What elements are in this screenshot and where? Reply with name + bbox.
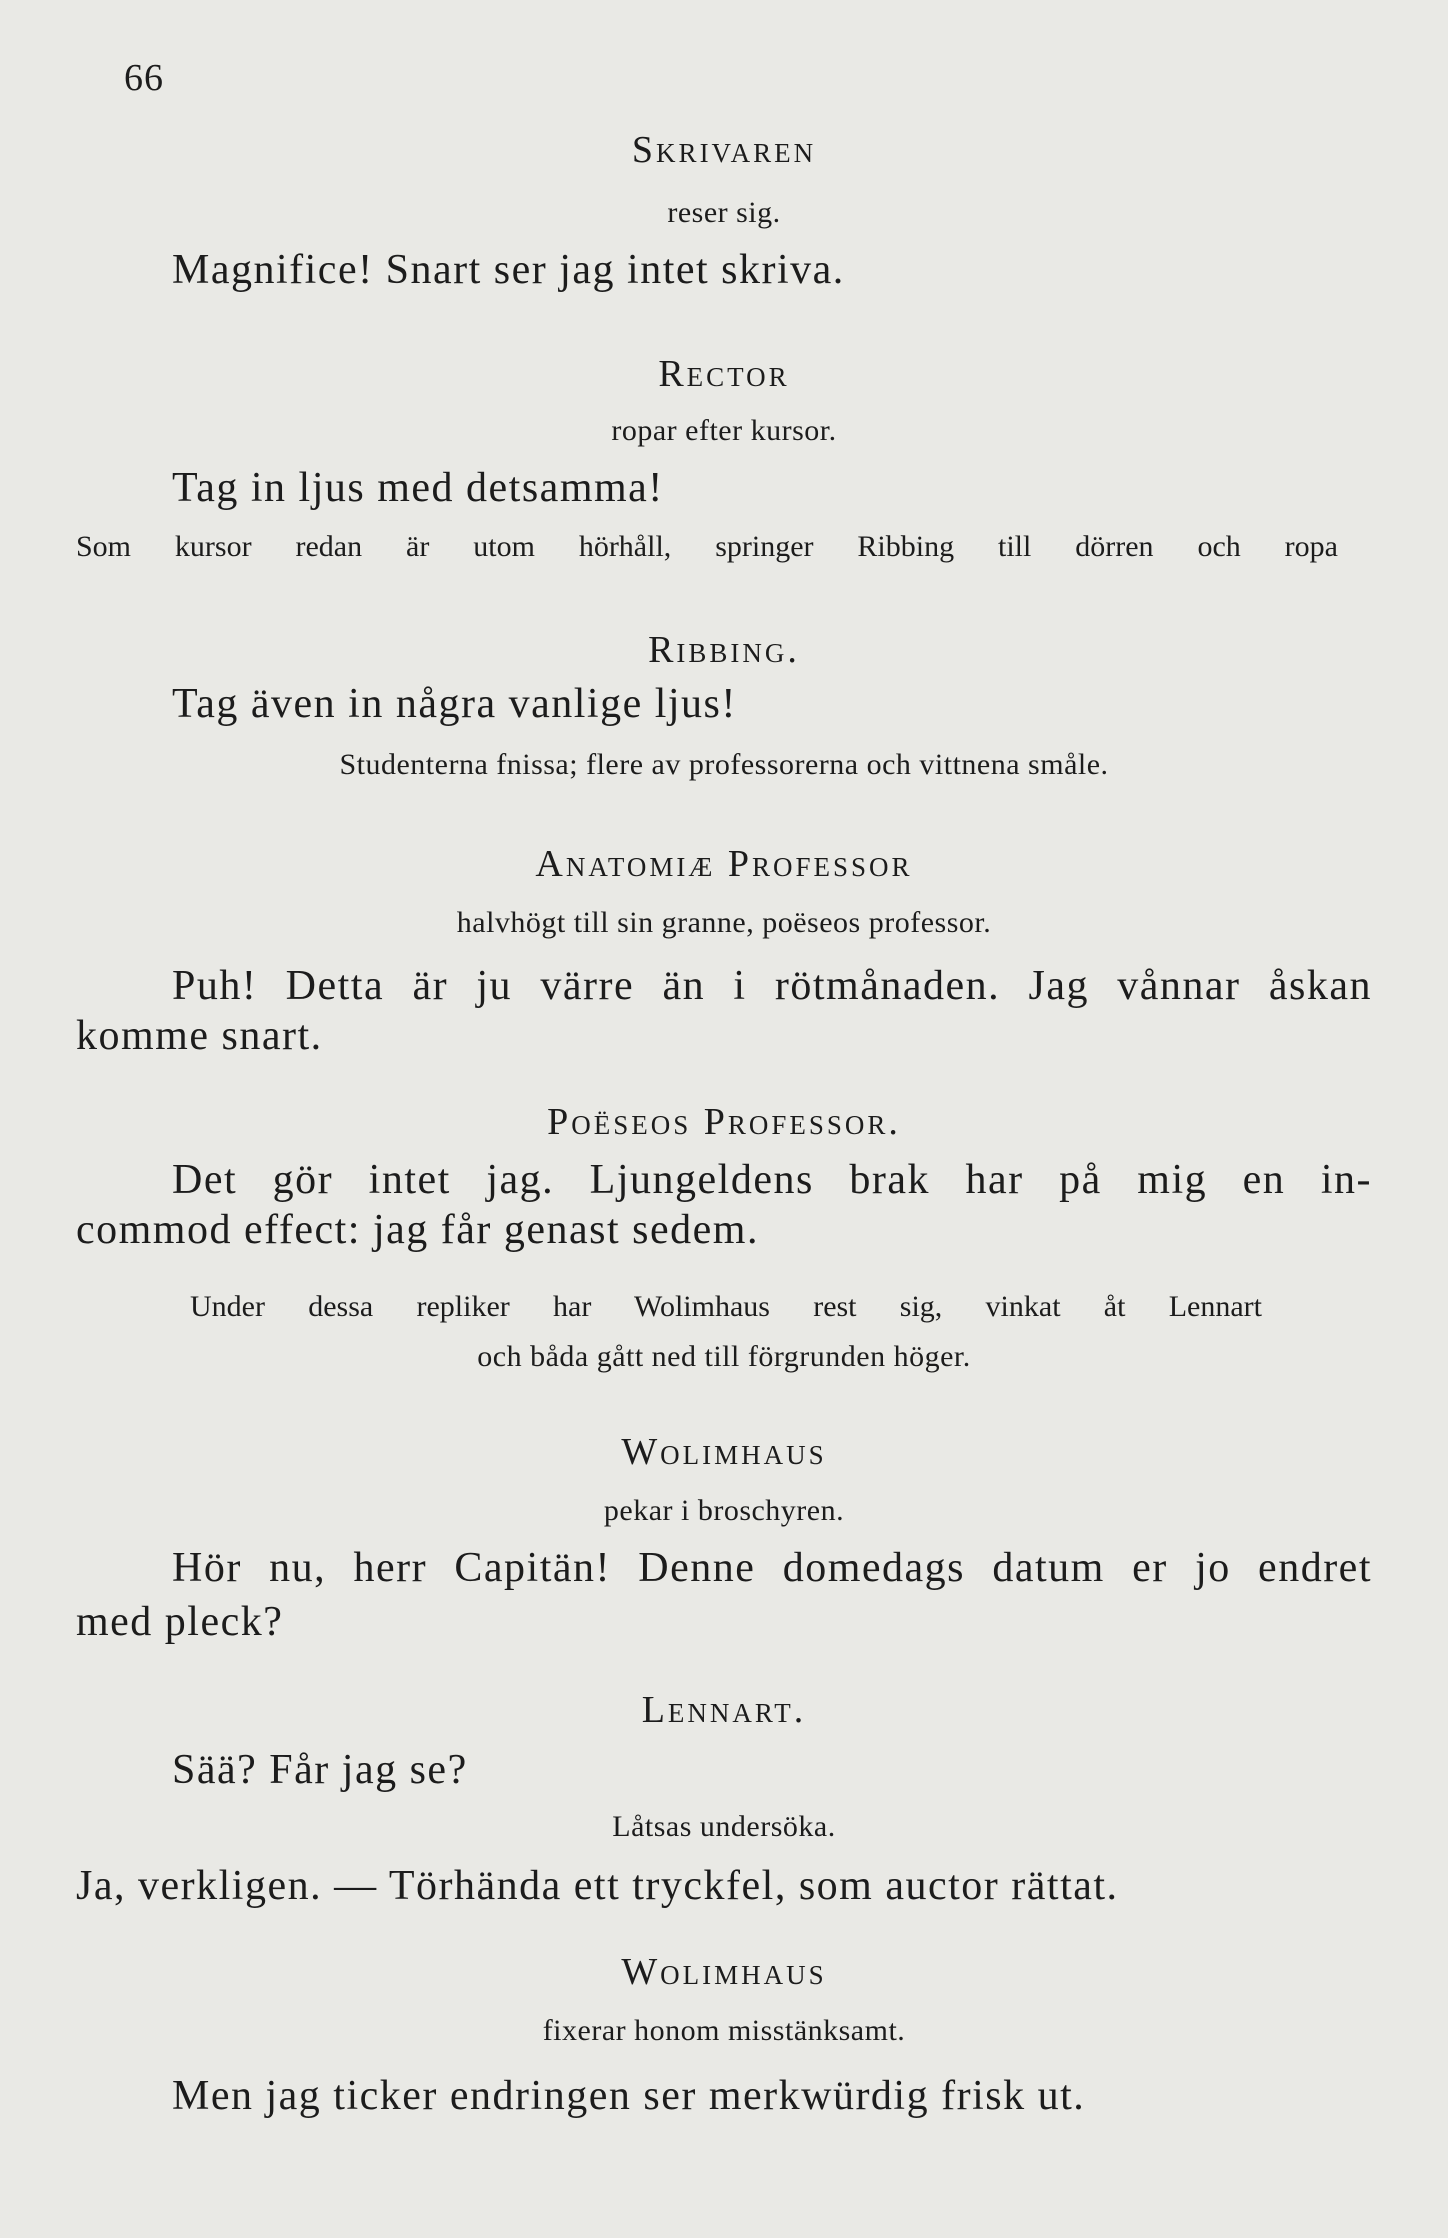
stage-direction: Studenterna fnissa; flere av professorerna och vittnena småle. xyxy=(339,748,1109,781)
dialogue-line: Magnifice! Snart ser jag intet skriva. xyxy=(172,247,845,293)
stage-direction: Under dessa repliker har Wolimhaus rest sig, vinkat åt Lennart xyxy=(190,1290,1262,1323)
dialogue-line: Men jag ticker endringen ser merkwürdig frisk ut. xyxy=(172,2073,1086,2119)
speaker-rector: Rector xyxy=(658,353,790,395)
stage-direction: pekar i broschyren. xyxy=(603,1494,845,1527)
stage-direction: Som kursor redan är utom hörhåll, springer Ribbing till dörren och ropa xyxy=(76,530,1338,563)
speaker-wolimhaus: Wolimhaus xyxy=(621,1951,827,1993)
dialogue-line: Sää? Får jag se? xyxy=(172,1747,468,1793)
dialogue-line: komme snart. xyxy=(76,1013,323,1059)
speaker-skrivaren: Skrivaren xyxy=(631,129,817,171)
speaker-wolimhaus: Wolimhaus xyxy=(621,1431,827,1473)
dialogue-line: Puh! Detta är ju värre än i rötmånaden. Jag vånnar åskan xyxy=(172,963,1372,1009)
dialogue-line: Tag även in några vanlige ljus! xyxy=(172,681,737,727)
page-number: 66 xyxy=(124,57,164,99)
dialogue-line: Ja, verkligen. — Törhända ett tryckfel, som auctor rättat. xyxy=(76,1863,1119,1909)
speaker-poeseos-professor: Poëseos Professor. xyxy=(547,1101,901,1143)
speaker-anatomiae-professor: Anatomiæ Professor xyxy=(535,843,913,885)
stage-direction: och båda gått ned till förgrunden höger. xyxy=(477,1340,971,1373)
dialogue-line: med pleck? xyxy=(76,1599,284,1645)
dialogue-line: Hör nu, herr Capitän! Denne domedags datum er jo endret xyxy=(172,1545,1372,1591)
speaker-ribbing: Ribbing. xyxy=(648,629,800,671)
dialogue-line: commod effect: jag får genast sedem. xyxy=(76,1207,759,1253)
stage-direction: fixerar honom misstänksamt. xyxy=(542,2014,906,2047)
dialogue-line: Tag in ljus med detsamma! xyxy=(172,465,664,511)
stage-direction: Låtsas undersöka. xyxy=(612,1810,836,1843)
stage-direction: ropar efter kursor. xyxy=(611,414,837,447)
dialogue-line: Det gör intet jag. Ljungeldens brak har på mig en in- xyxy=(172,1157,1372,1203)
stage-direction: halvhögt till sin granne, poëseos professor. xyxy=(456,906,992,939)
speaker-lennart: Lennart. xyxy=(641,1689,807,1731)
stage-direction: reser sig. xyxy=(667,196,781,229)
